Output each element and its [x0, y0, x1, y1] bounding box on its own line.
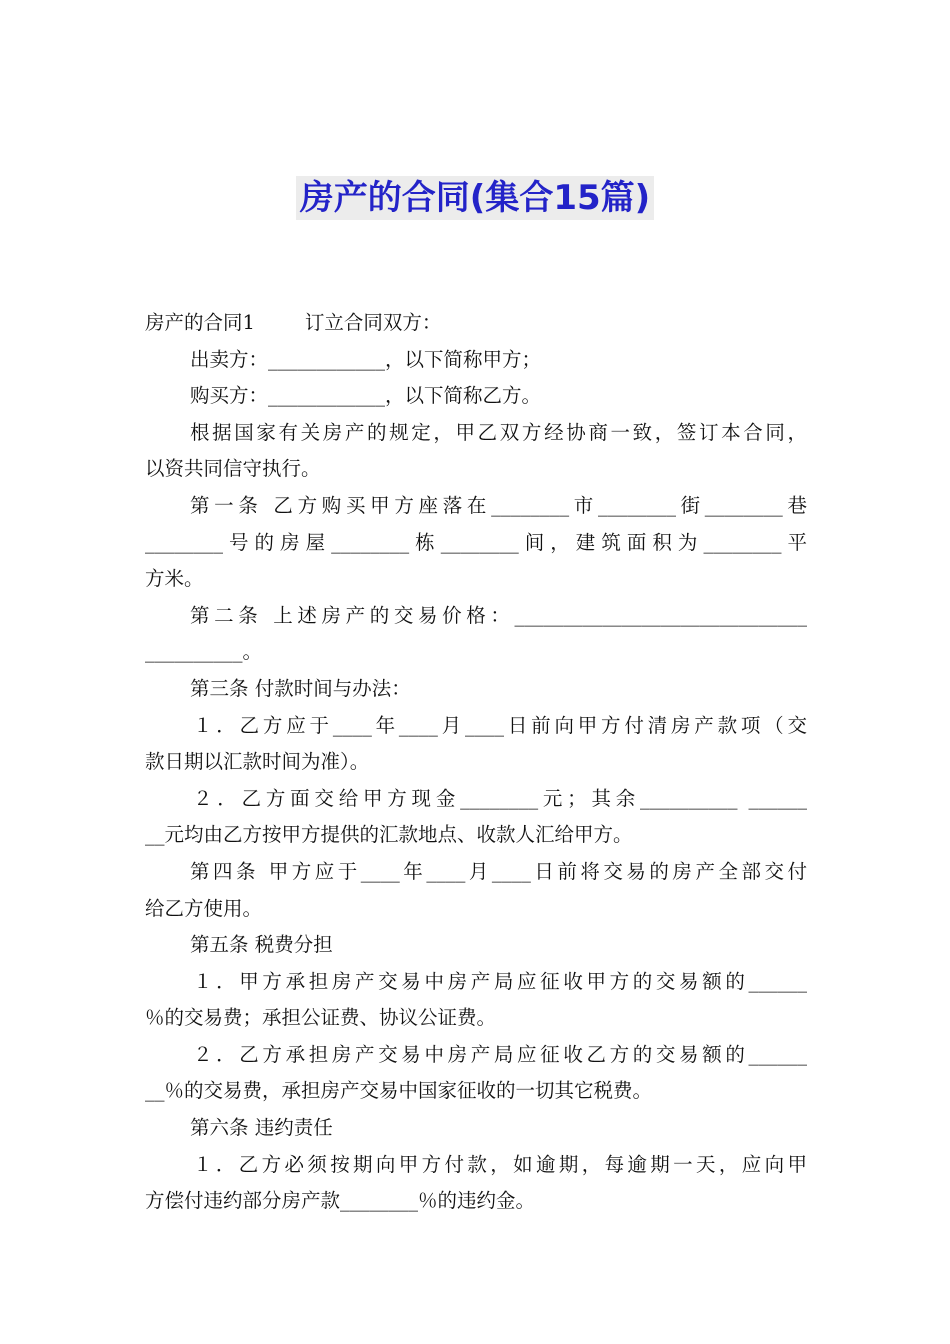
paragraph-line: ________号的房屋________栋________间，建筑面积为________平 [145, 530, 807, 554]
paragraph-line: 第二条 上述房产的交易价格：______________________________ [190, 603, 807, 627]
paragraph-line: __％的交易费，承担房产交易中国家征收的一切其它税费。 [145, 1079, 653, 1103]
paragraph-line: 方米。 [145, 567, 204, 591]
paragraph-line [145, 305, 807, 342]
paragraph-line: 方偿付违约部分房产款________％的违约金。 [145, 1189, 536, 1213]
paragraph-line: １．乙方应于____年____月____日前向甲方付清房产款项（交 [193, 713, 807, 737]
paragraph-line: 出卖方：____________，以下简称甲方； [190, 347, 542, 371]
document-title: 房产的合同(集合15篇) [296, 176, 654, 220]
paragraph-line: 第六条 违约责任 [190, 1116, 333, 1140]
paragraph-line: __元均由乙方按甲方提供的汇款地点、收款人汇给甲方。 [145, 823, 633, 847]
paragraph-line: 第五条 税费分担 [190, 933, 333, 957]
paragraph-line: ２．乙方面交给甲方现金________元；其余__________ ______ [193, 786, 807, 810]
paragraph-line: 给乙方使用。 [145, 896, 263, 920]
paragraph-line: 根据国家有关房产的规定，甲乙双方经协商一致，签订本合同， [190, 420, 807, 444]
paragraph-line: 第一条 乙方购买甲方座落在________市________街________巷 [190, 493, 807, 517]
paragraph-line: １．甲方承担房产交易中房产局应征收甲方的交易额的______ [193, 969, 807, 993]
contract-heading: 房产的合同1 [145, 311, 255, 334]
paragraph-line: ２．乙方承担房产交易中房产局应征收乙方的交易额的______ [193, 1042, 807, 1066]
title-area [0, 176, 950, 220]
paragraph-line: 款日期以汇款时间为准）。 [145, 750, 370, 774]
document-body [145, 305, 807, 1220]
paragraph-line: 以资共同信守执行。 [145, 457, 321, 481]
paragraph-line: 第三条 付款时间与办法： [190, 676, 411, 700]
contract-parties-label: 订立合同双方： [304, 311, 442, 334]
paragraph-line: 购买方：____________，以下简称乙方。 [190, 384, 542, 408]
paragraph-line: ％的交易费；承担公证费、协议公证费。 [145, 1006, 497, 1030]
paragraph-line: 第四条 甲方应于____年____月____日前将交易的房产全部交付 [190, 859, 807, 883]
paragraph-line: １．乙方必须按期向甲方付款，如逾期，每逾期一天，应向甲 [193, 1152, 807, 1176]
paragraph-line: __________。 [145, 640, 263, 664]
